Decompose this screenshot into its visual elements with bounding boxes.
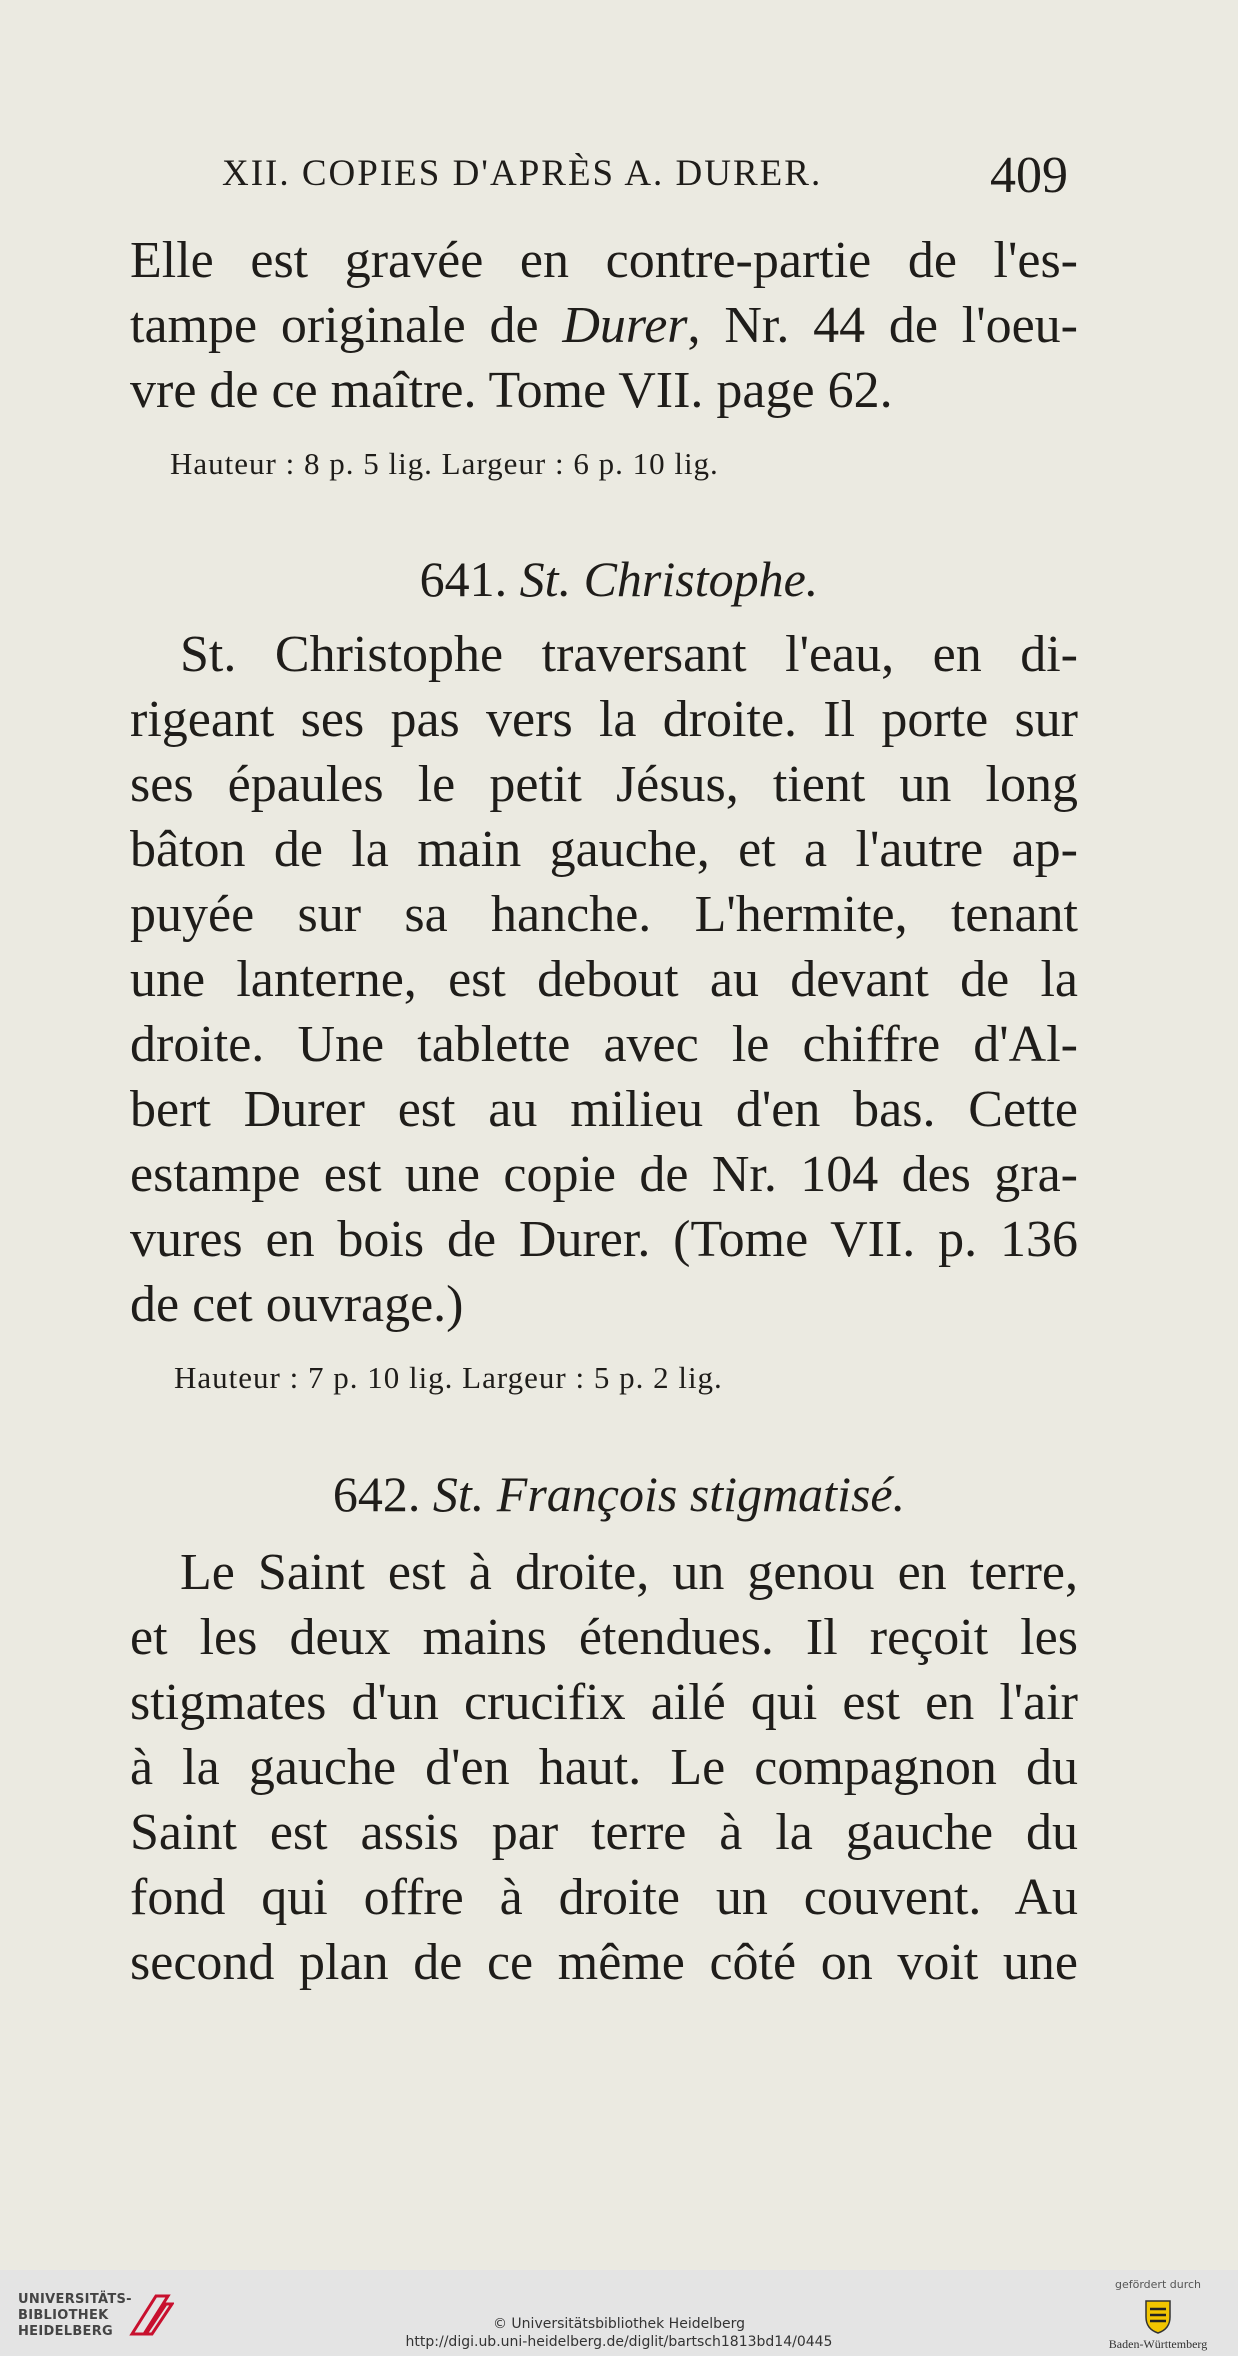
entry-641-line: une lanterne, est debout au devant de la <box>130 951 1078 1008</box>
entry-642-line: second plan de ce même côté on voit une <box>130 1934 1078 1991</box>
entry-641-title <box>0 550 1238 608</box>
page-header <box>0 147 1238 208</box>
entry-641-line: estampe est une copie de Nr. 104 des gra- <box>130 1146 1078 1203</box>
entry-642-name: St. François stigmatisé. <box>432 1466 906 1522</box>
entry-642-line: Le Saint est à droite, un genou en terre, <box>180 1544 1078 1601</box>
intro-line-3: vre de ce maître. Tome VII. page 62. <box>130 362 893 419</box>
entry-641-text <box>130 622 1078 1337</box>
entry-642-text <box>130 1540 1078 1995</box>
state-crest-icon <box>1138 2295 1178 2335</box>
entry-642-line: à la gauche d'en haut. Le compagnon du <box>130 1739 1078 1796</box>
entry-642-title <box>0 1465 1238 1523</box>
page-number: 409 <box>990 147 1068 204</box>
intro-line-1: Elle est gravée en contre-partie de l'es- <box>130 232 1078 289</box>
sponsor-label: gefördert durch <box>1114 2278 1202 2291</box>
running-head: XII. COPIES D'APRÈS A. DURER. <box>222 153 823 194</box>
sponsor-name: Baden-Württemberg <box>1108 2337 1208 2351</box>
entry-641-name: St. Christophe. <box>519 551 819 607</box>
permalink-url[interactable]: http://digi.ub.uni-heidelberg.de/diglit/bartsch1813bd14/0445 <box>405 2334 833 2350</box>
entry-641-line: vures en bois de Durer. (Tome VII. p. 136 <box>130 1211 1078 1268</box>
entry-641-line: droite. Une tablette avec le chiffre d'Al- <box>130 1016 1078 1073</box>
entry-641-dimensions: Hauteur : 7 p. 10 lig. Largeur : 5 p. 2 lig. <box>174 1360 723 1395</box>
entry-642-line: fond qui offre à droite un couvent. Au <box>130 1869 1078 1926</box>
library-name: UNIVERSITÄTS- BIBLIOTHEK HEIDELBERG <box>18 2292 132 2339</box>
intro-line-2: tampe originale de Durer, Nr. 44 de l'oeu- <box>130 297 1079 354</box>
entry-641-line: rigeant ses pas vers la droite. Il porte sur <box>130 691 1078 748</box>
copyright-notice: © Universitätsbibliothek Heidelberg <box>492 2316 745 2332</box>
entry-641-line: St. Christophe traversant l'eau, en di- <box>180 626 1078 683</box>
entry-641-line: bâton de la main gauche, et a l'autre ap- <box>130 821 1078 878</box>
entry-641-line: bert Durer est au milieu d'en bas. Cette <box>130 1081 1078 1138</box>
entry-642-number: 642. <box>332 1466 421 1522</box>
entry-641-line: de cet ouvrage.) <box>130 1276 464 1333</box>
author-name: Durer <box>562 297 688 354</box>
sponsor-block <box>1088 2278 1228 2352</box>
entry-641-line: ses épaules le petit Jésus, tient un long <box>130 756 1078 813</box>
intro-dimensions: Hauteur : 8 p. 5 lig. Largeur : 6 p. 10 lig. <box>170 446 719 481</box>
entry-642-line: Saint est assis par terre à la gauche du <box>130 1804 1078 1861</box>
entry-641-line: puyée sur sa hanche. L'hermite, tenant <box>130 886 1078 943</box>
viewer-footer <box>0 2270 1238 2356</box>
entry-642-line: stigmates d'un crucifix ailé qui est en l'air <box>130 1674 1078 1731</box>
intro-paragraph <box>130 228 1078 423</box>
entry-641-number: 641. <box>419 551 508 607</box>
library-mark-icon <box>126 2290 174 2340</box>
entry-642-line: et les deux mains étendues. Il reçoit les <box>130 1609 1078 1666</box>
